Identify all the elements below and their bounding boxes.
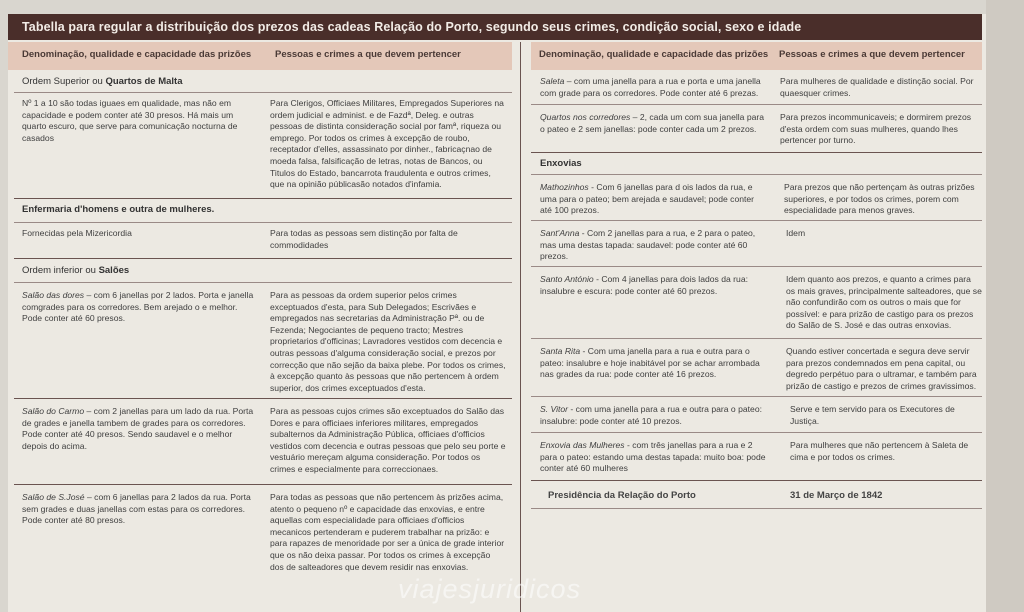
cell-text: - Com 2 janellas para a rua, e 2 para o pateo, mas uma destas tapada: saudavel: pode conter até 60 prezos. [540, 228, 756, 262]
row-santanna-desc [540, 228, 768, 263]
divider [14, 282, 512, 283]
divider [531, 480, 982, 481]
cell-name: S. Vitor [540, 404, 569, 414]
row-s-vitor-desc [540, 404, 768, 427]
row-santo-antonio-who: Idem quanto aos prezos, e quanto a crimes para os mais graves, principalmente salteadores, que se não confundirão com os outros o mais que for possível: e para prizão de castigo para os prezos do Salão de S. José e das outras enxovias. [786, 274, 982, 331]
row-salao-dores-desc [22, 290, 258, 325]
row-santa-rita-desc [540, 346, 768, 381]
divider [14, 198, 512, 199]
divider [14, 92, 512, 93]
divider [531, 508, 982, 509]
divider [531, 432, 982, 433]
divider [531, 396, 982, 397]
row-enxovia-mulheres-who: Para mulheres que não pertencem à Saleta de cima e por todos os crimes. [790, 440, 969, 462]
footer-date: 31 de Março de 1842 [790, 490, 883, 501]
row-saleta-desc [540, 76, 768, 99]
cell-name: Salão do Carmo [22, 406, 85, 416]
row-santo-antonio-desc [540, 274, 768, 297]
cell-text: – 2, cada um com sua janella para o pateo e 2 sem janellas: pode conter cada um 2 prezos. [540, 112, 765, 134]
section-bold: Quartos de Malta [105, 76, 183, 87]
cell-text: - Com 4 janellas para dois lados da rua: insalubre e escura: pode conter até 60 prezos. [540, 274, 748, 296]
row-salao-sjose-desc [22, 492, 258, 527]
left-col1-header: Denominação, qualidade e capacidade das prizões [22, 49, 252, 60]
row-saleta-who: Para mulheres de qualidade e distinção social. Por quaesquer crimes. [780, 76, 974, 98]
left-header-bar [8, 42, 512, 70]
divider [531, 220, 982, 221]
divider [14, 484, 512, 485]
cell-text: – com 6 janellas por 2 lados. Porta e janella comgrades para os corredores. Bem arejado o e melhor. Pode conter até 60 presos. [22, 290, 254, 324]
cell-text: - Com uma janella para a rua e outra para o pateo: insalubre e hoje inabitável por se achar arrombada nas grades da rua: pode conter até 16 prezos. [540, 346, 760, 380]
section-prefix: Ordem Superior ou [22, 76, 106, 87]
cell-text: - com três janellas para a rua e 2 para o pateo: estando uma destas tapada: muito boa: pode conter até 60 mulheres [540, 440, 766, 474]
row-mathozinhos-desc [540, 182, 768, 217]
watermark: viajesjuridicos [398, 574, 582, 604]
right-header-bar [531, 42, 982, 70]
row-salao-carmo-desc [22, 406, 258, 452]
row-quartos-desc: Nº 1 a 10 são todas iguaes em qualidade, mas não em capacidade e podem conter até 30 presos. Há mais um quarto escuro, que serve para comunicação nocturna de casados [22, 98, 238, 143]
divider [531, 266, 982, 267]
row-enxovia-mulheres-desc [540, 440, 768, 475]
section-ordem-inferior [22, 265, 129, 277]
wall-edge [986, 0, 1024, 612]
row-s-vitor-who: Serve e tem servido para os Executores de Justiça. [790, 404, 955, 426]
row-salao-carmo-who: Para as pessoas cujos crimes são exceptuados do Salão das Dores e para officiaes inferiores militares, empregados subalternos da Administração Pública, officiaes d'officios vestidos com decencia e outras pessoas que pelo seu porte e vestuário mereçam alguma consideração. Por todos os crimes e especialmente para correccionaes. [270, 406, 506, 474]
cell-name: Sant'Anna [540, 228, 580, 238]
row-santanna-who: Idem [786, 228, 806, 238]
cell-name: Salão das dores [22, 290, 85, 300]
row-santa-rita-who: Quando estiver concertada e segura deve servir para prezos condemnados em pena capital, ou degredo perpétuo para o ultramar, e também para prizão de castigo e prezos de crimes gravissimos. [786, 346, 977, 391]
divider [531, 174, 982, 175]
row-salao-dores-who: Para as pessoas da ordem superior pelos crimes exceptuados d'esta, para Sub Delegados; Escrivães e empregados nas secretarias da Administração Pª. ou de Fezenda; Negociantes de pequeno tracto; Mestres proprietarios d'officinas; Lavradores vestidos com decencia e outras pessoas d'alguma consideração social, e prezos por correcção que não sejão da baixa plebe. Por todos os crimes, à excepção quanto às pessoas que não pertencem à ordem superior, dos crimes exceptuados d'esta. [270, 290, 506, 393]
row-salao-sjose-who: Para todas as pessoas que não pertencem às prizões acima, atento o pequeno nº e capacidade das enxovias, e entre aquellas com especialidade para officiaes d'officios mecanicos pertenderam e puderem trabalhar na prizão: e para rapazes de menoridade por ser a única de grade interior que os não deixa passar. Por todos os crimes à excepção dos de salteadores que devem residir nas enxovias. [270, 492, 505, 572]
cell-name: Saleta [540, 76, 565, 86]
column-divider [520, 42, 521, 612]
left-col2-header: Pessoas e crimes a que devem pertencer [275, 49, 461, 60]
row-enfermaria-desc: Fornecidas pela Mizericordia [22, 228, 132, 238]
section-bold: Salões [98, 265, 130, 276]
cell-name: Santo António [540, 274, 594, 284]
row-mathozinhos-who: Para prezos que não pertençam às outras prizões superiores, e por todos os crimes, porem com especialidade para menos graves. [784, 182, 975, 216]
divider [14, 398, 512, 399]
cell-name: Quartos nos corredores [540, 112, 631, 122]
section-ordem-superior [22, 76, 183, 88]
cell-name: Santa Rita [540, 346, 581, 356]
row-quartos-corredores-desc [540, 112, 768, 135]
divider [531, 152, 982, 153]
section-enxovias: Enxovias [540, 158, 582, 169]
cell-name: Mathozinhos [540, 182, 589, 192]
divider [14, 258, 512, 259]
cell-name: Salão de S.José [22, 492, 85, 502]
divider [14, 222, 512, 223]
document-title: Tabella para regular a distribuição dos prezos das cadeas Relação do Porto, segundo seus crimes, condição social, sexo e idade [8, 14, 982, 40]
cell-text: – com 6 janellas para 2 lados da rua. Porta sem grades e duas janellas com estas para os corredores. Pode conter até 80 presos. [22, 492, 251, 526]
cell-text: - Com 6 janellas para d ois lados da rua, e uma para o pateo; bem arejada e saudavel; pode conter até 100 prezos. [540, 182, 755, 216]
row-quartos-corredores-who: Para prezos incommunicaveis; e dormirem prezos d'esta ordem com suas mulheres, quando lhes pertencer por turno. [780, 112, 972, 146]
divider [531, 338, 982, 339]
section-prefix: Ordem inferior ou [22, 265, 99, 276]
section-enfermaria: Enfermaria d'homens e outra de mulheres. [22, 204, 215, 215]
cell-text: – com 2 janellas para um lado da rua. Porta de grades e janella tambem de grades para os corredores. Pode conter até 40 presos. Sendo saudavel e o melhor depois do acima. [22, 406, 254, 451]
footer-presidencia: Presidência da Relação do Porto [548, 490, 696, 501]
cell-name: Enxovia das Mulheres [540, 440, 625, 450]
cell-text: - com uma janella para a rua e outra para o pateo: insalubre: pode conter até 10 prezos. [540, 404, 762, 426]
right-col1-header: Denominação, qualidade e capacidade das prizões [539, 49, 769, 60]
row-quartos-who: Para Clerigos, Officiaes Militares, Empregados Superiores na ordem judicial e administ. e de Fazdª, Deleg. e outras pessoas de distinta consideração social por famª, riqueza ou emprego. Por todos os crimes à excepção de roubo, receptador d'elles, assassinato por dinher., fabricaçnao de moeda falsa, falsificação de letras, notas de Bancos, ou Titulos do Estado, bancarrota fraudulenta e outros crimes, que na opinião públicasão notados d'infamia. [270, 98, 504, 190]
right-col2-header: Pessoas e crimes a que devem pertencer [779, 49, 965, 60]
divider [531, 104, 982, 105]
cell-text: – com uma janella para a rua e porta e uma janella com grade para os corredores. Pode conter até 6 prezas. [540, 76, 761, 98]
row-enfermaria-who: Para todas as pessoas sem distinção por falta de commodidades [270, 228, 458, 250]
